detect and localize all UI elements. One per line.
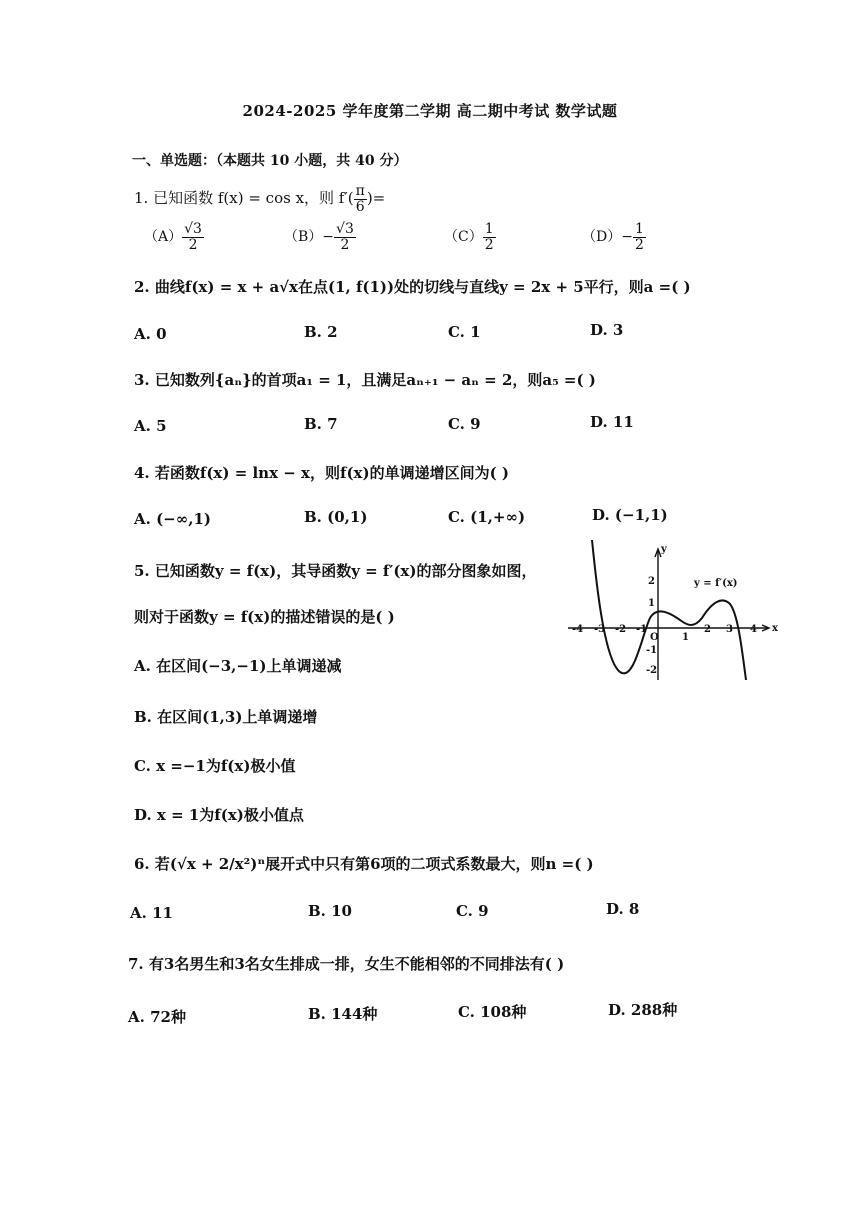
q1-stem	[134, 184, 385, 214]
q3-option-a: A. 5	[134, 417, 167, 435]
option-den: 2	[484, 236, 494, 253]
origin-label: O	[650, 632, 659, 643]
q5-option-c: C. x =−1为f(x)极小值	[134, 757, 296, 775]
q1-option-b	[284, 222, 356, 252]
option-den: 2	[340, 236, 350, 253]
q6-option-d: D. 8	[606, 900, 640, 918]
q4-option-d: D. (−1,1)	[592, 506, 668, 524]
q4-option-a: A. (−∞,1)	[134, 510, 211, 528]
q6-option-c: C. 9	[456, 902, 489, 920]
q3-stem: 3. 已知数列{aₙ}的首项a₁ = 1，且满足aₙ₊₁ − aₙ = 2，则a₅ =( )	[134, 371, 596, 389]
derivative-graph	[562, 540, 782, 685]
y-tick-label: -1	[646, 645, 658, 656]
q5-option-b: B. 在区间(1,3)上单调递增	[134, 708, 318, 726]
y-axis-label: y	[661, 544, 667, 555]
x-tick-label: 3	[726, 624, 733, 635]
q7-option-a: A. 72种	[128, 1008, 186, 1026]
x-axis-label: x	[772, 623, 778, 634]
y-tick-label: -2	[646, 665, 658, 676]
x-tick-label: 4	[750, 624, 757, 635]
q4-option-c: C. (1,+∞)	[448, 508, 526, 526]
option-num: 1	[484, 221, 494, 237]
x-tick-label: -3	[594, 624, 606, 635]
q5-option-d: D. x = 1为f(x)极小值点	[134, 806, 304, 824]
q3-option-d: D. 11	[590, 413, 634, 431]
q7-option-c: C. 108种	[458, 1003, 527, 1021]
q3-option-c: C. 9	[448, 415, 481, 433]
q6-option-b: B. 10	[308, 902, 352, 920]
q2-option-a: A. 0	[134, 325, 167, 343]
q3-option-b: B. 7	[304, 415, 338, 433]
q5-stem-line2: 则对于函数y = f(x)的描述错误的是( )	[134, 608, 395, 626]
option-num: √3	[184, 221, 202, 237]
option-label: （D）	[582, 229, 622, 246]
q1-stem-prefix: 1. 已知函数 f(x) = cos x，则 f′(	[134, 189, 354, 208]
exam-title: 2024-2025 学年度第二学期 高二期中考试 数学试题	[242, 102, 618, 120]
q5-option-a: A. 在区间(−3,−1)上单调递减	[134, 657, 342, 675]
option-label: （B）	[284, 229, 323, 246]
x-tick-label: -1	[636, 624, 648, 635]
x-tick-label: 1	[682, 632, 689, 643]
option-num: 1	[634, 221, 644, 237]
option-den: 2	[634, 236, 644, 253]
x-tick-label: 2	[704, 624, 711, 635]
q2-stem: 2. 曲线f(x) = x + a√x在点(1, f(1))处的切线与直线y = 2x + 5平行，则a =( )	[134, 278, 691, 296]
q7-option-d: D. 288种	[608, 1001, 678, 1019]
q6-stem: 6. 若(√x + 2/x²)ⁿ展开式中只有第6项的二项式系数最大，则n =( )	[134, 855, 594, 873]
q1-option-d	[582, 222, 646, 252]
option-den: 2	[188, 236, 198, 253]
option-label: （A）	[144, 229, 183, 246]
q4-option-b: B. (0,1)	[304, 508, 368, 526]
section-heading: 一、单选题：（本题共 10 小题，共 40 分）	[132, 153, 408, 169]
option-label: （C）	[444, 229, 483, 246]
q6-option-a: A. 11	[130, 904, 173, 922]
derivative-curve	[592, 540, 746, 680]
q5-stem-line1: 5. 已知函数y = f(x)，其导函数y = f′(x)的部分图象如图，	[134, 562, 537, 580]
y-tick-label: 2	[648, 576, 655, 587]
curve-label: y = f′(x)	[694, 578, 738, 589]
option-num: √3	[336, 221, 354, 237]
q1-option-c	[444, 222, 496, 252]
x-tick-label: -4	[572, 624, 584, 635]
x-tick-label: -2	[615, 624, 627, 635]
q1-frac-num: π	[355, 183, 365, 199]
q7-option-b: B. 144种	[308, 1005, 378, 1023]
q2-option-c: C. 1	[448, 323, 481, 341]
option-sign: −	[621, 229, 633, 246]
q4-stem: 4. 若函数f(x) = lnx − x，则f(x)的单调递增区间为( )	[134, 464, 509, 482]
q1-frac-den: 6	[355, 198, 365, 215]
q1-option-a	[144, 222, 204, 252]
option-sign: −	[322, 229, 335, 246]
q7-stem: 7. 有3名男生和3名女生排成一排，女生不能相邻的不同排法有( )	[128, 955, 565, 973]
q2-option-b: B. 2	[304, 323, 338, 341]
q1-stem-suffix: )=	[366, 189, 386, 208]
q2-option-d: D. 3	[590, 321, 624, 339]
y-tick-label: 1	[648, 598, 655, 609]
